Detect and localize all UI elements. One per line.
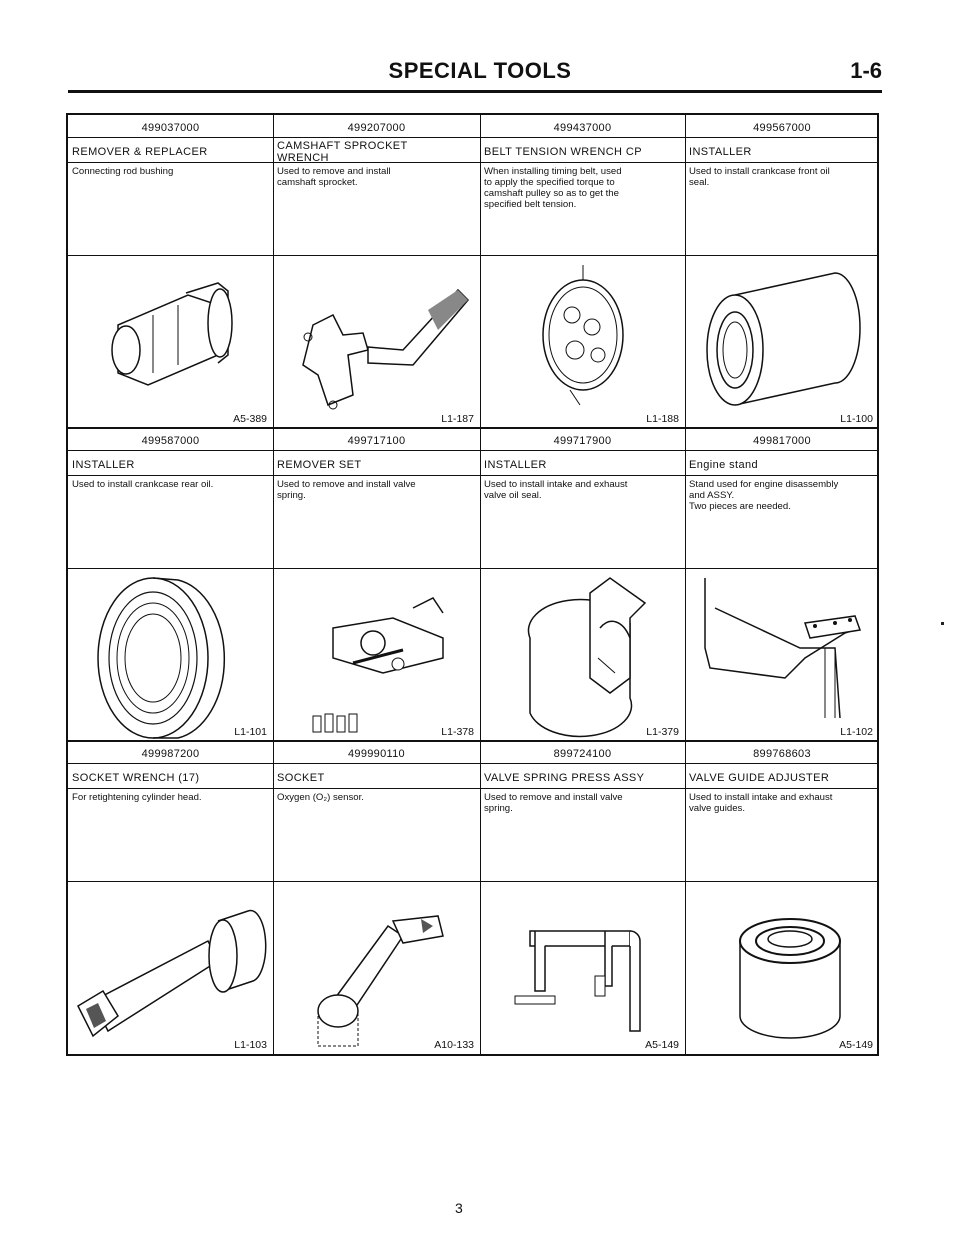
tool-illustration (480, 568, 685, 741)
tool-illustration (273, 881, 480, 1054)
tool-name-text: Engine stand (689, 458, 759, 471)
tool-name (68, 450, 273, 475)
tool-name-text: INSTALLER (689, 145, 752, 158)
tool-name (273, 137, 480, 162)
tool-description: Used to install intake and exhaust valve oil seal. (484, 479, 628, 501)
valve-guide-adjuster-icon (685, 881, 879, 1054)
tool-name-text: INSTALLER (484, 458, 547, 471)
header-rule (68, 90, 882, 93)
tool-illustration (273, 255, 480, 428)
tool-description: Used to install crankcase front oil seal. (689, 166, 830, 188)
tool-part-number: 499817000 (753, 435, 811, 447)
tool-name-text: BELT TENSION WRENCH CP (484, 145, 642, 158)
tool-name-text: VALVE GUIDE ADJUSTER (689, 771, 830, 784)
page-number: 3 (455, 1200, 463, 1216)
tool-illustration (685, 881, 879, 1054)
tool-description: Used to remove and install valve spring. (484, 792, 623, 814)
tool-part-number: 499037000 (141, 122, 200, 134)
page-title: SPECIAL TOOLS (388, 58, 572, 83)
figure-code: L1-378 (441, 726, 474, 738)
tool-description: Used to remove and install camshaft sprocket. (277, 166, 391, 188)
tool-name-text: CAMSHAFT SPROCKET WRENCH (277, 139, 408, 164)
tool-illustration (685, 255, 879, 428)
figure-code: L1-188 (646, 413, 679, 425)
tool-illustration (685, 568, 879, 741)
special-tools-table (66, 113, 879, 1056)
tool-illustration (68, 881, 273, 1054)
sprocket-wrench-tool-icon (273, 255, 480, 428)
tool-illustration (68, 568, 273, 741)
tool-name (68, 763, 273, 788)
figure-code: L1-100 (840, 413, 873, 425)
figure-code: L1-102 (840, 726, 873, 738)
tool-part-number: 499437000 (553, 122, 612, 134)
tool-name-text: SOCKET (277, 771, 325, 784)
front-seal-installer-icon (685, 255, 879, 428)
valve-spring-remover-icon (273, 568, 480, 741)
tool-description: Used to install intake and exhaust valve guides. (689, 792, 833, 814)
tool-part-number: 499717100 (347, 435, 406, 447)
tool-name-text: VALVE SPRING PRESS ASSY (484, 771, 645, 784)
oxygen-sensor-socket-icon (273, 881, 480, 1054)
figure-code: A10-133 (434, 1039, 474, 1051)
figure-code: L1-101 (234, 726, 267, 738)
tool-part-number: 899724100 (553, 748, 612, 760)
tool-name (685, 137, 879, 162)
tool-name (273, 763, 480, 788)
margin-mark (941, 622, 944, 625)
tool-part-number: 499990110 (348, 748, 405, 760)
tool-description: For retightening cylinder head. (72, 792, 202, 803)
tool-name (685, 763, 879, 788)
tool-part-number: 499717900 (553, 435, 612, 447)
tool-name (685, 450, 879, 475)
valve-seal-installer-icon (480, 568, 685, 741)
tool-name (480, 450, 685, 475)
tool-illustration (480, 255, 685, 428)
tool-name-text: REMOVER SET (277, 458, 362, 471)
figure-code: L1-379 (646, 726, 679, 738)
bushing-remover-tool-icon (68, 255, 273, 428)
tool-description: Used to install crankcase rear oil. (72, 479, 214, 490)
tool-part-number: 499587000 (141, 435, 200, 447)
tool-name (480, 137, 685, 162)
tool-part-number: 499207000 (347, 122, 406, 134)
figure-code: A5-149 (839, 1039, 873, 1051)
tool-name (480, 763, 685, 788)
rear-seal-installer-icon (68, 568, 273, 741)
figure-code: L1-187 (441, 413, 474, 425)
tool-name-text: INSTALLER (72, 458, 135, 471)
engine-stand-icon (685, 568, 879, 741)
figure-code: L1-103 (234, 1039, 267, 1051)
tool-part-number: 899768603 (753, 748, 811, 760)
figure-code: A5-149 (645, 1039, 679, 1051)
tool-name (273, 450, 480, 475)
tool-illustration (273, 568, 480, 741)
tool-description: Used to remove and install valve spring. (277, 479, 416, 501)
tool-description: Connecting rod bushing (72, 166, 174, 177)
figure-code: A5-389 (233, 413, 267, 425)
socket-wrench-icon (68, 881, 273, 1054)
tool-part-number: 499567000 (753, 122, 811, 134)
tool-description: When installing timing belt, used to apply the specified torque to camshaft pulley so as to get the specified belt tension. (484, 166, 622, 210)
valve-spring-press-icon (480, 881, 685, 1054)
tool-name-text: REMOVER & REPLACER (72, 145, 208, 158)
belt-tension-wrench-icon (480, 255, 685, 428)
tool-name (68, 137, 273, 162)
tool-name-text: SOCKET WRENCH (17) (72, 771, 200, 784)
tool-illustration (480, 881, 685, 1054)
section-number: 1-6 (850, 58, 882, 83)
tool-description: Stand used for engine disassembly and ASSY. Two pieces are needed. (689, 479, 839, 512)
tool-description: Oxygen (O₂) sensor. (277, 792, 364, 803)
tool-part-number: 499987200 (141, 748, 200, 760)
tool-illustration (68, 255, 273, 428)
